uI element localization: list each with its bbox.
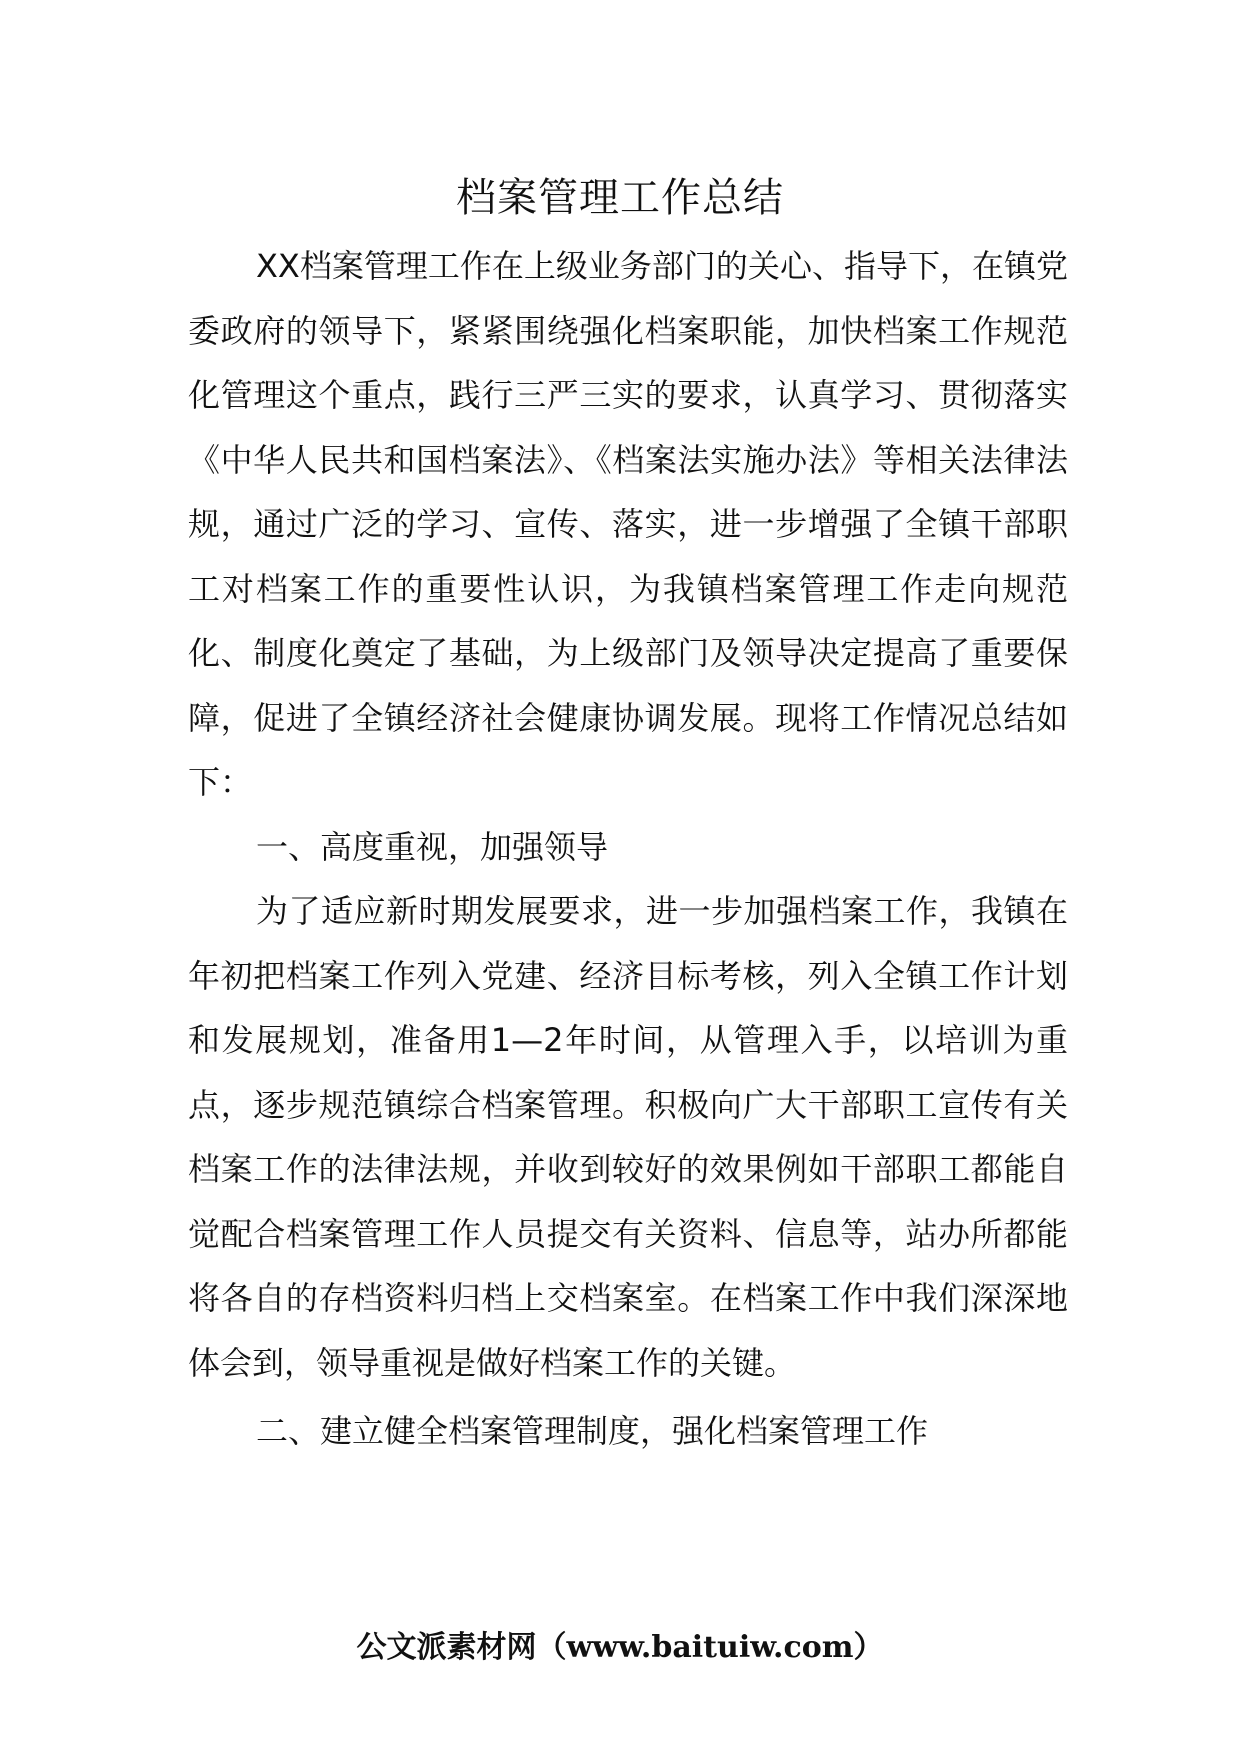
document-body	[188, 234, 1068, 1464]
intro-paragraph: XX档案管理工作在上级业务部门的关心、指导下，在镇党委政府的领导下，紧紧围绕强化档案职能，加快档案工作规范化管理这个重点，践行三严三实的要求，认真学习、贯彻落实《中华人民共和国档案法》、《档案法实施办法》等相关法律法规，通过广泛的学习、宣传、落实，进一步增强了全镇干部职工对档案工作的重要性认识，为我镇档案管理工作走向规范化、制度化奠定了基础，为上级部门及领导决定提高了重要保障，促进了全镇经济社会健康协调发展。现将工作情况总结如下：	[188, 247, 1068, 801]
section-heading-2: 二、建立健全档案管理制度，强化档案管理工作	[256, 1412, 929, 1450]
section-1-paragraph: 为了适应新时期发展要求，进一步加强档案工作，我镇在年初把档案工作列入党建、经济目标考核，列入全镇工作计划和发展规划，准备用1—2年时间，从管理入手，以培训为重点，逐步规范镇综合档案管理。积极向广大干部职工宣传有关档案工作的法律法规，并收到较好的效果例如干部职工都能自觉配合档案管理工作人员提交有关资料、信息等，站办所都能将各自的存档资料归档上交档案室。在档案工作中我们深深地体会到，领导重视是做好档案工作的关键。	[188, 892, 1068, 1382]
section-heading-1: 一、高度重视，加强领导	[256, 827, 609, 866]
footer-watermark: 公文派素材网（www.baituiw.com）	[356, 1630, 884, 1665]
document-title: 档案管理工作总结	[456, 175, 784, 221]
